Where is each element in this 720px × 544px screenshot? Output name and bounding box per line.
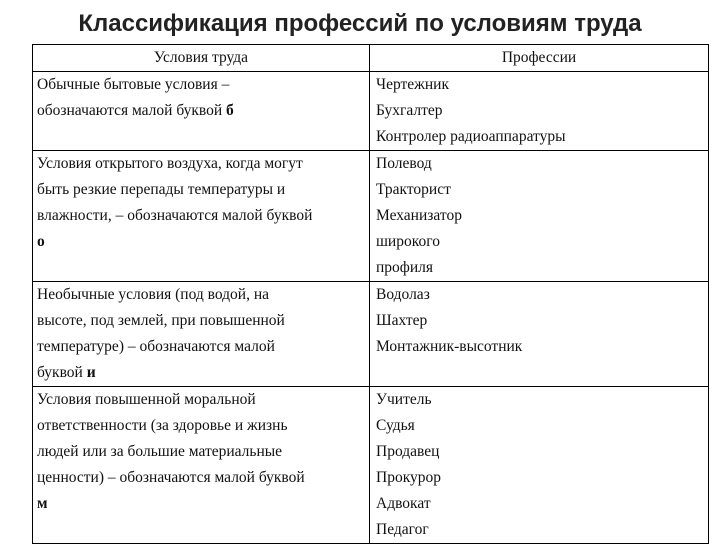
condition-line: ответственности (за здоровье и жизнь <box>37 417 288 434</box>
profession-item: широкого <box>376 233 440 250</box>
column-header-conditions: Условия труда <box>33 45 370 72</box>
profession-item: Бухгалтер <box>376 102 443 119</box>
condition-letter: м <box>37 495 48 512</box>
condition-cell <box>33 282 370 387</box>
condition-line: Необычные условия (под водой, на <box>37 286 270 303</box>
condition-line: ценности) – обозначаются малой буквой <box>37 469 305 486</box>
condition-letter: и <box>86 364 96 381</box>
condition-cell <box>33 151 370 282</box>
profession-item: Монтажник-высотник <box>376 338 523 355</box>
profession-item: Водолаз <box>376 286 430 303</box>
table-row <box>33 72 709 151</box>
profession-item: Чертежник <box>376 76 449 93</box>
condition-line: температуре) – обозначаются малой <box>37 338 275 355</box>
condition-cell <box>33 72 370 151</box>
profession-item: Продавец <box>376 443 440 460</box>
condition-line: людей или за большие материальные <box>37 443 283 460</box>
profession-item: Судья <box>376 417 415 434</box>
table-header-row <box>33 45 709 72</box>
condition-line: быть резкие перепады температуры и <box>37 181 286 198</box>
condition-line <box>37 491 365 517</box>
professions-cell <box>370 282 709 387</box>
profession-item: Прокурор <box>376 469 442 486</box>
table-row <box>33 387 709 544</box>
condition-line: Обычные бытовые условия – <box>37 76 230 93</box>
professions-cell <box>370 151 709 282</box>
profession-item: Контролер радиоаппаратуры <box>376 128 566 145</box>
condition-line: высоте, под землей, при повышенной <box>37 312 285 329</box>
condition-line <box>37 98 365 124</box>
profession-item: Полевод <box>376 155 432 172</box>
professions-cell <box>370 72 709 151</box>
profession-item: Шахтер <box>376 312 428 329</box>
profession-item: Адвокат <box>376 495 431 512</box>
condition-letter: б <box>226 102 234 119</box>
page-title: Классификация профессий по условиям труда <box>78 10 642 37</box>
profession-item: Педагог <box>376 521 429 538</box>
condition-line: влажности, – обозначаются малой буквой <box>37 207 313 224</box>
column-header-professions: Профессии <box>370 45 709 72</box>
profession-item: Механизатор <box>376 207 462 224</box>
profession-item: профиля <box>376 259 433 276</box>
condition-line: Условия открытого воздуха, когда могут <box>37 155 303 172</box>
professions-cell <box>370 387 709 544</box>
profession-item: Учитель <box>376 391 432 408</box>
condition-line <box>37 229 365 255</box>
professions-table <box>32 44 709 544</box>
condition-line-text: обозначаются малой буквой <box>37 102 227 119</box>
condition-line <box>37 360 365 386</box>
table-row <box>33 282 709 387</box>
condition-line: Условия повышенной моральной <box>37 391 256 408</box>
condition-letter: о <box>37 233 45 250</box>
profession-item: Тракторист <box>376 181 451 198</box>
table-row <box>33 151 709 282</box>
condition-cell <box>33 387 370 544</box>
condition-line-text: буквой <box>37 364 87 381</box>
